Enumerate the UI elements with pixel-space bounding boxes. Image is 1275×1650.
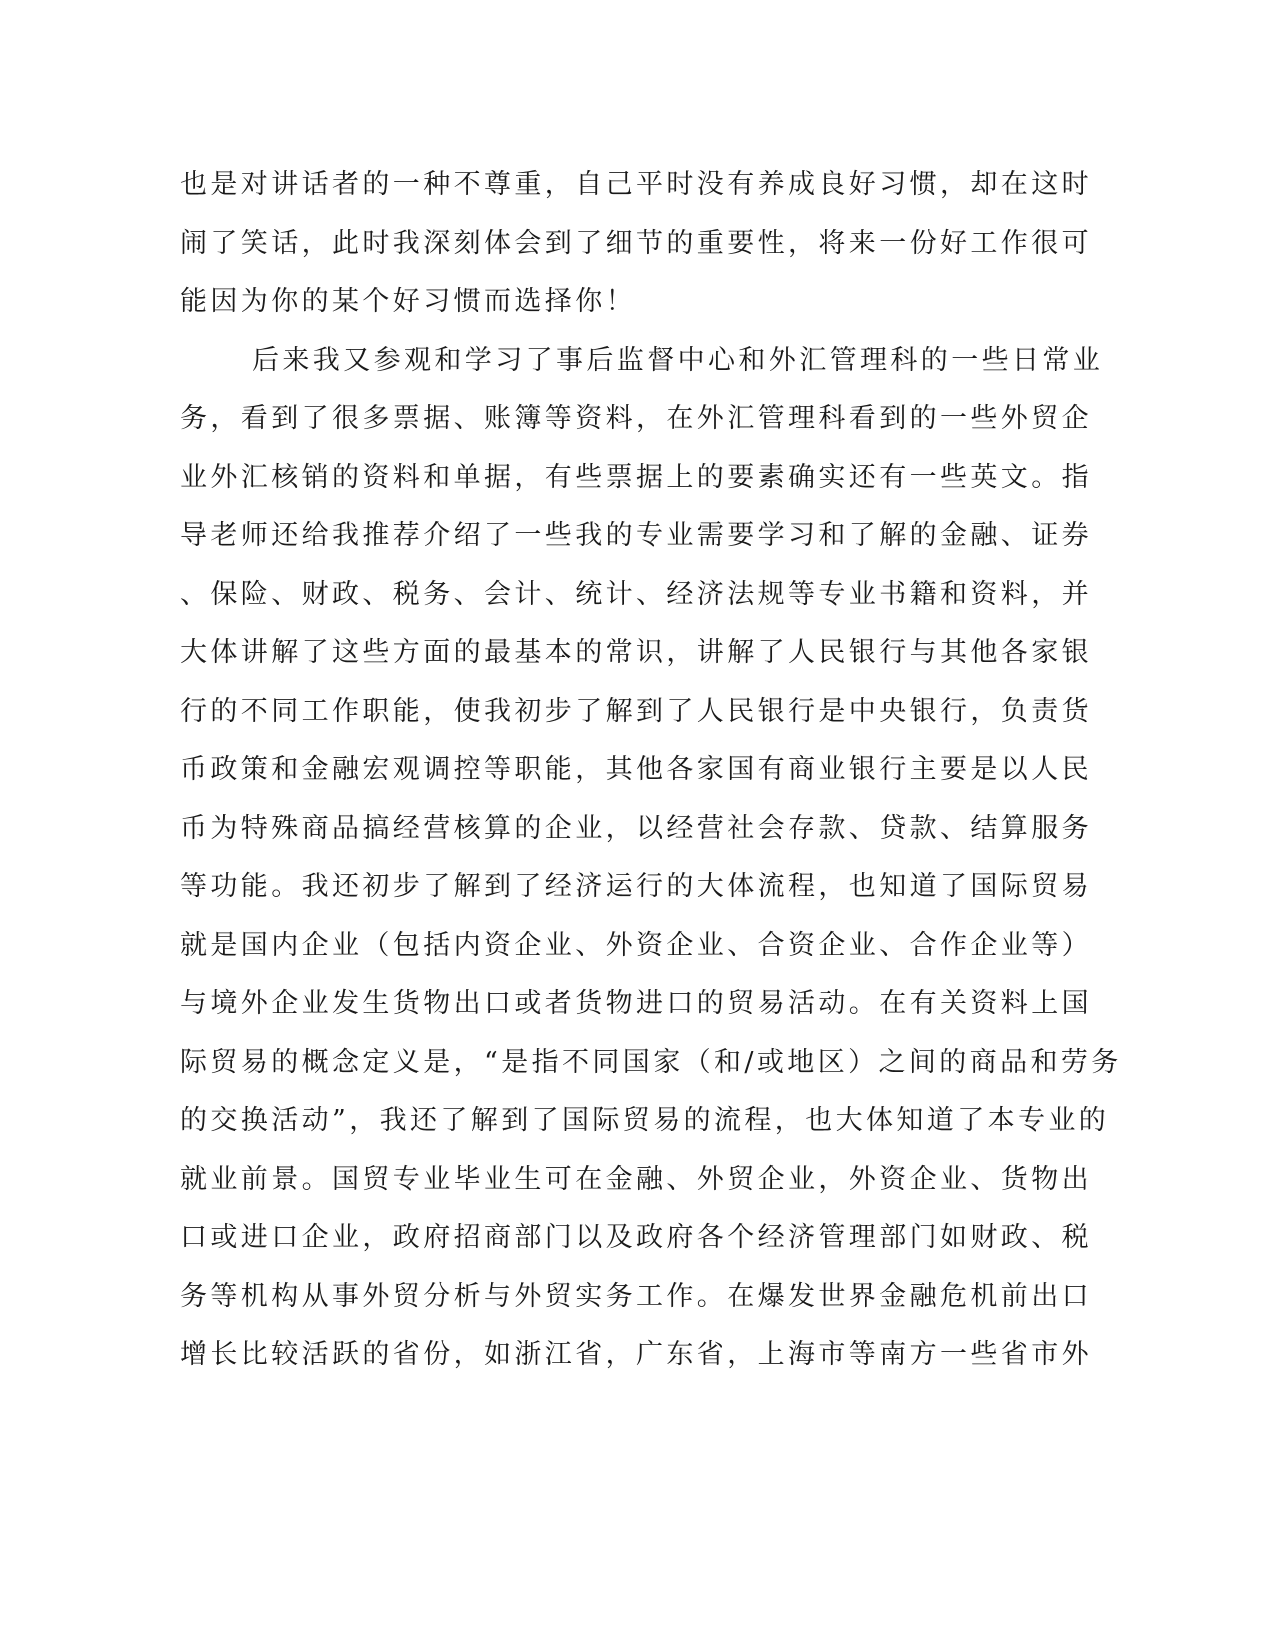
text-line: 与境外企业发生货物出口或者货物进口的贸易活动。在有关资料上国: [180, 988, 1092, 1019]
text-line: 的交换活动”，我还了解到了国际贸易的流程，也大体知道了本专业的: [180, 1105, 1110, 1136]
text-line: 等功能。我还初步了解到了经济运行的大体流程，也知道了国际贸易: [180, 871, 1092, 902]
text-line: 导老师还给我推荐介绍了一些我的专业需要学习和了解的金融、证券: [180, 520, 1092, 551]
text-line: 际贸易的概念定义是，“是指不同国家（和/或地区）之间的商品和劳务: [180, 1046, 1122, 1078]
text-line: 能因为你的某个好习惯而选择你！: [180, 286, 636, 317]
text-line: 币为特殊商品搞经营核算的企业，以经营社会存款、贷款、结算服务: [180, 812, 1092, 844]
text-line: 也是对讲话者的一种不尊重，自己平时没有养成良好习惯，却在这时: [180, 169, 1092, 200]
text-line: 业外汇核销的资料和单据，有些票据上的要素确实还有一些英文。指: [180, 461, 1092, 493]
text-line: 口或进口企业，政府招商部门以及政府各个经济管理部门如财政、税: [180, 1222, 1092, 1253]
text-line: 闹了笑话，此时我深刻体会到了细节的重要性，将来一份好工作很可: [180, 227, 1092, 259]
text-line: 行的不同工作职能，使我初步了解到了人民银行是中央银行，负责货: [180, 695, 1092, 727]
text-line: 增长比较活跃的省份，如浙江省，广东省，上海市等南方一些省市外: [180, 1339, 1092, 1370]
text-line: 、保险、财政、税务、会计、统计、经济法规等专业书籍和资料，并: [180, 578, 1092, 610]
text-line: 务，看到了很多票据、账簿等资料，在外汇管理科看到的一些外贸企: [180, 403, 1092, 434]
paragraph-first-line: 后来我又参观和学习了事后监督中心和外汇管理科的一些日常业: [252, 344, 1104, 376]
body-text: [180, 156, 1122, 1385]
text-line: 就业前景。国贸专业毕业生可在金融、外贸企业，外资企业、货物出: [180, 1163, 1092, 1195]
text-line: 务等机构从事外贸分析与外贸实务工作。在爆发世界金融危机前出口: [180, 1280, 1092, 1312]
text-line: 就是国内企业（包括内资企业、外资企业、合资企业、合作企业等）: [180, 929, 1092, 961]
text-line: 币政策和金融宏观调控等职能，其他各家国有商业银行主要是以人民: [180, 754, 1092, 785]
text-line: 大体讲解了这些方面的最基本的常识，讲解了人民银行与其他各家银: [180, 637, 1092, 668]
